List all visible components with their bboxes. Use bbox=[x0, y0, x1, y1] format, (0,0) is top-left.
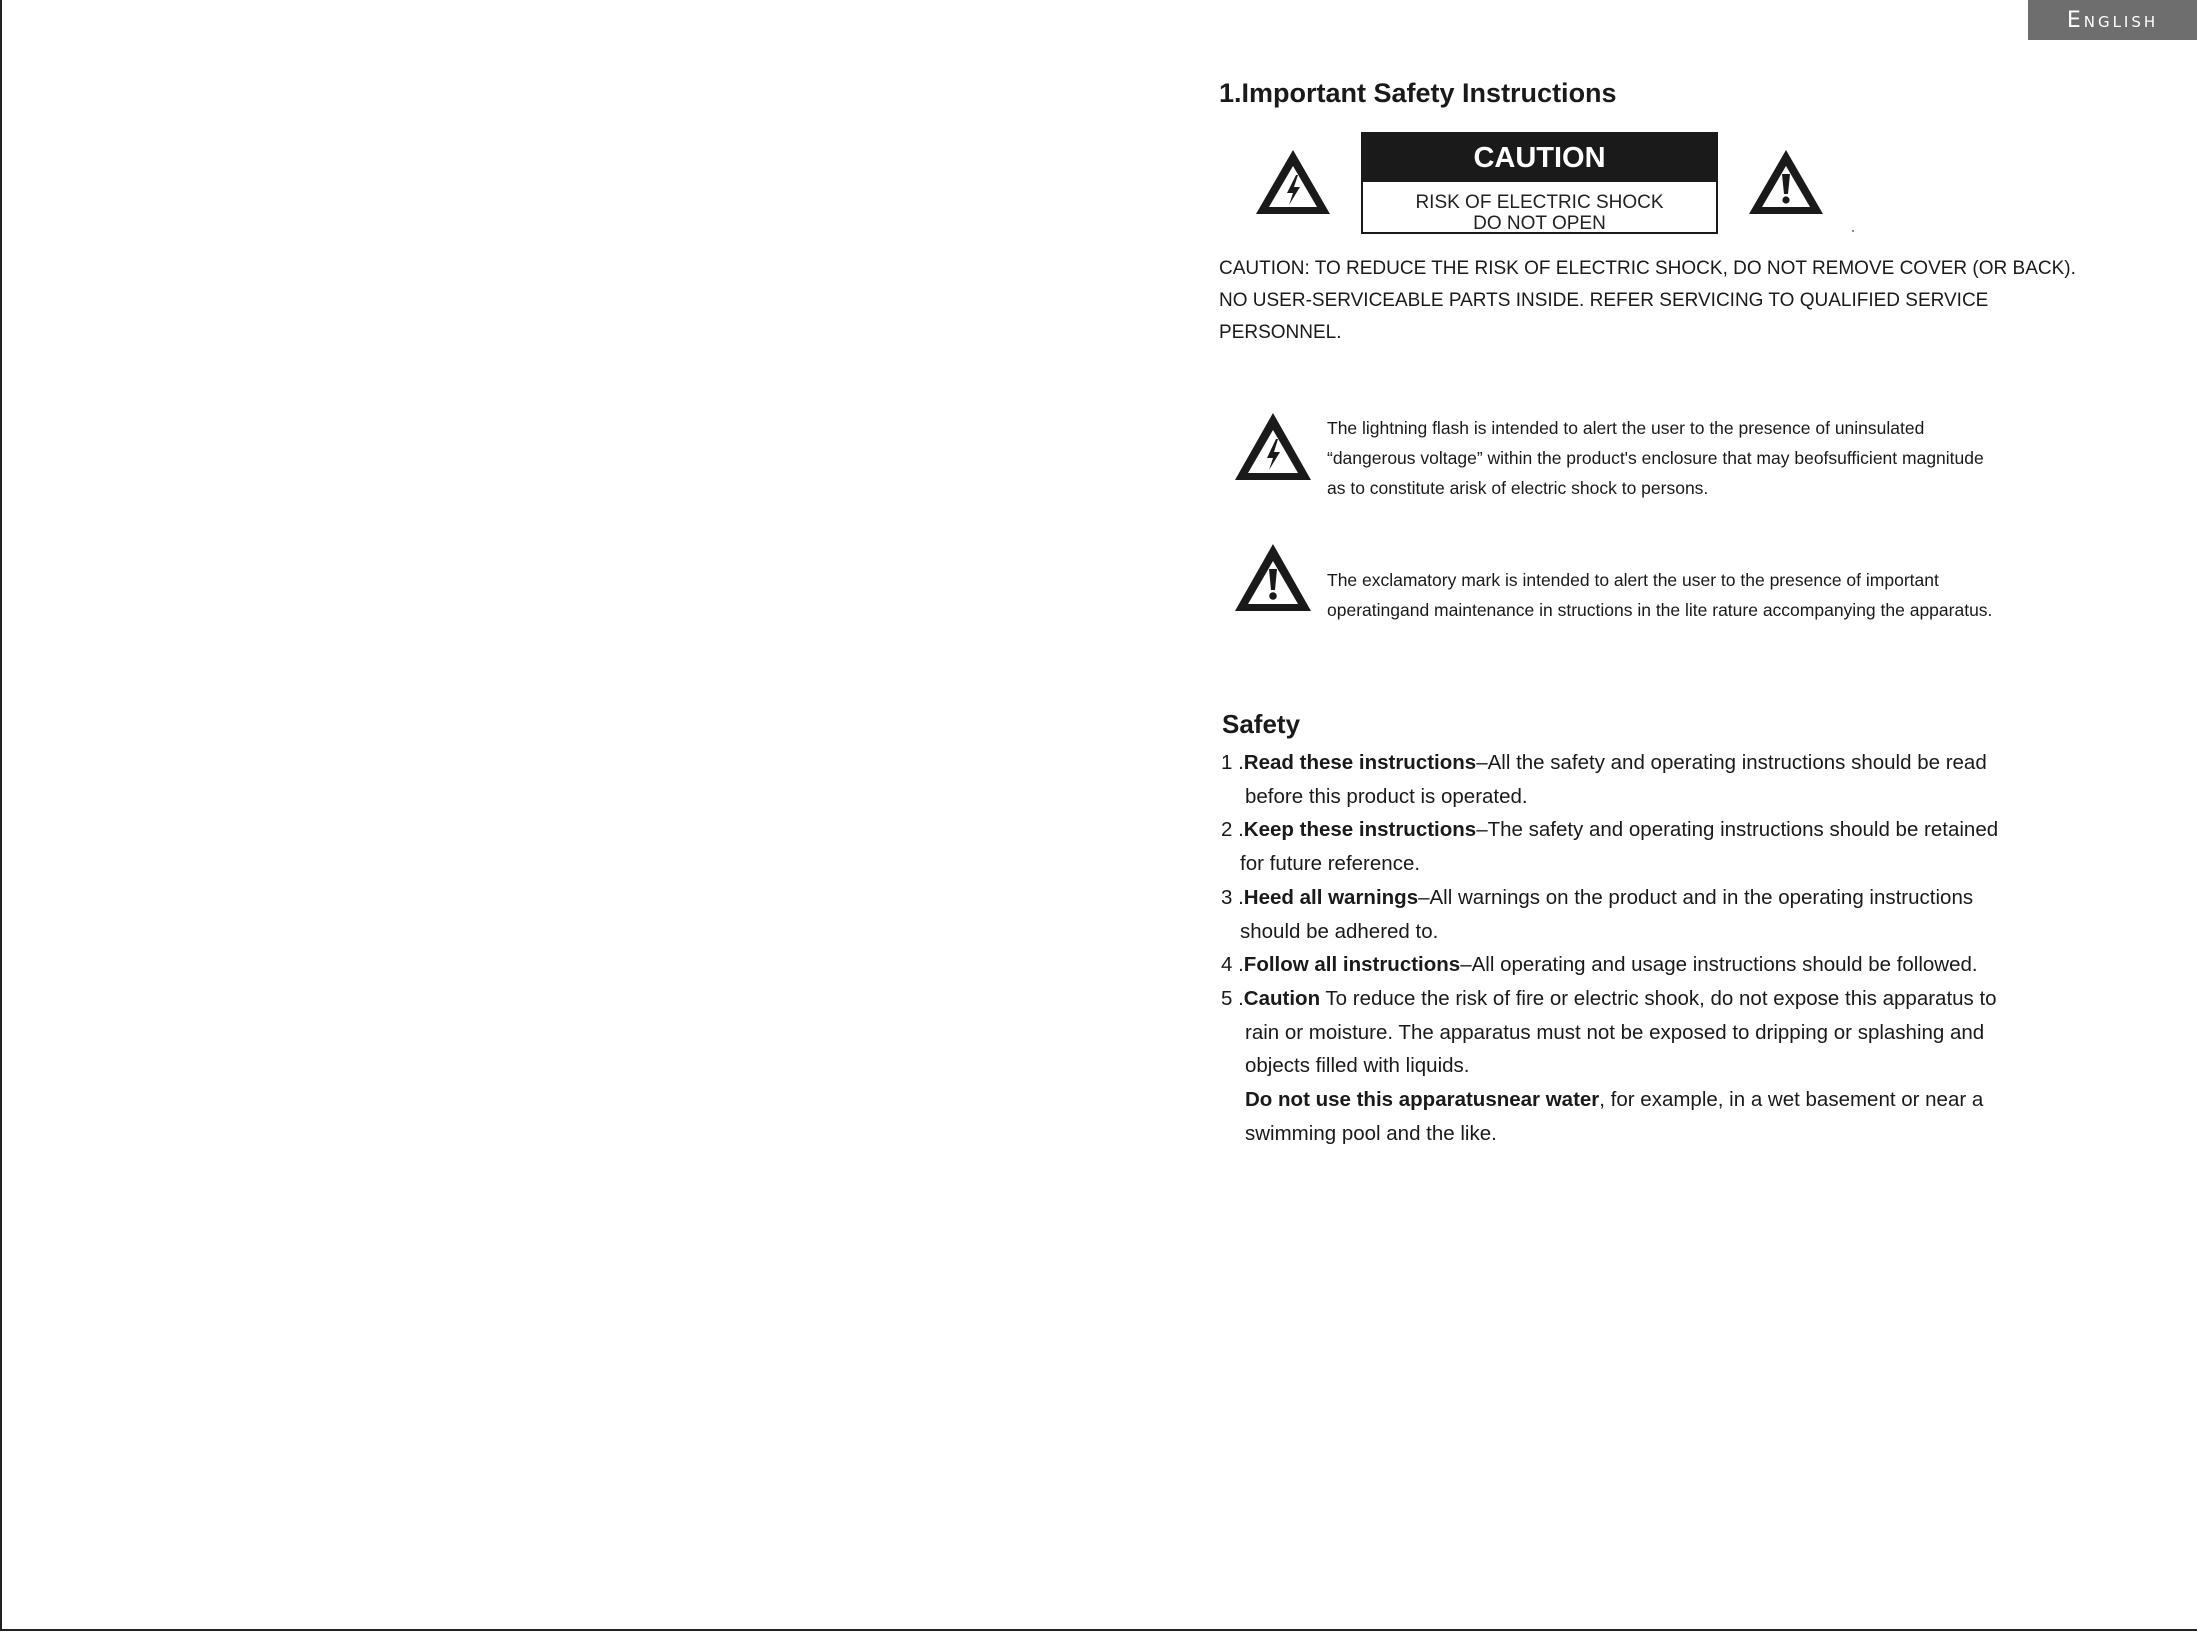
language-tab: English bbox=[2028, 0, 2197, 40]
exclamation-warning-icon bbox=[1746, 147, 1826, 217]
lightning-symbol-icon bbox=[1232, 410, 1314, 483]
item-title: Heed all warnings bbox=[1243, 885, 1419, 909]
safety-heading: Safety bbox=[1222, 709, 1301, 739]
caution-label-line: DO NOT OPEN bbox=[1473, 213, 1606, 234]
item-text: –All operating and usage instructions should be followed. bbox=[1460, 953, 1978, 977]
item-title: Caution bbox=[1243, 986, 1321, 1010]
item-text: –All the safety and operating instructions should be read bbox=[1476, 751, 1987, 774]
exclamation-description-line: The exclamatory mark is intended to alert the user to the presence of important bbox=[1327, 570, 1939, 590]
item-text: before this product is operated. bbox=[1245, 784, 1528, 808]
caution-statement-line: PERSONNEL. bbox=[1219, 322, 1342, 343]
caution-label-line: RISK OF ELECTRIC SHOCK bbox=[1415, 192, 1664, 213]
caution-heading: CAUTION bbox=[1363, 134, 1716, 182]
item-number: 3 . bbox=[1221, 885, 1244, 909]
item-text: should be adhered to. bbox=[1240, 919, 1439, 943]
lightning-description-line: “dangerous voltage” within the product's enclosure that may beofsufficient magnitude bbox=[1327, 448, 1984, 468]
item-text: –All warnings on the product and in the operating instructions bbox=[1418, 885, 1974, 909]
exclamation-description-line: operatingand maintenance in structions in the lite rature accompanying the apparatus. bbox=[1327, 600, 1993, 620]
caution-label bbox=[1361, 132, 1718, 234]
caution-label-body bbox=[1363, 182, 1716, 234]
safety-list bbox=[1221, 746, 2121, 1150]
safety-item bbox=[1221, 881, 2121, 948]
lightning-warning-icon bbox=[1253, 147, 1333, 217]
item-title: Read these instructions bbox=[1243, 751, 1477, 774]
section-title: 1.Important Safety Instructions bbox=[1219, 78, 1617, 108]
item-text: To reduce the risk of fire or electric shook, do not expose this apparatus to bbox=[1320, 986, 1997, 1010]
item-text: rain or moisture. The apparatus must not be exposed to dripping or splashing and bbox=[1245, 1020, 1985, 1044]
safety-item bbox=[1221, 813, 2121, 880]
lightning-description-line: as to constitute arisk of electric shock to persons. bbox=[1327, 478, 1709, 498]
lightning-symbol-description bbox=[1327, 413, 2067, 503]
caution-statement-line: CAUTION: TO REDUCE THE RISK OF ELECTRIC SHOCK, DO NOT REMOVE COVER (OR BACK). bbox=[1219, 258, 2076, 279]
safety-item bbox=[1221, 948, 2121, 982]
item-text: swimming pool and the like. bbox=[1245, 1121, 1497, 1145]
safety-item bbox=[1221, 982, 2121, 1151]
item-number: 5 . bbox=[1221, 986, 1244, 1010]
item-number: 1 . bbox=[1221, 751, 1244, 774]
lightning-description-line: The lightning flash is intended to alert the user to the presence of uninsulated bbox=[1327, 418, 1925, 438]
scan-speck bbox=[1852, 230, 1854, 232]
item-text: , for example, in a wet basement or near a bbox=[1599, 1088, 1984, 1112]
item-title: Keep these instructions bbox=[1243, 818, 1477, 842]
safety-item bbox=[1221, 746, 2121, 813]
item-number: 4 . bbox=[1221, 953, 1244, 977]
item-text: –The safety and operating instructions should be retained bbox=[1476, 818, 1999, 842]
item-title: Do not use this apparatusnear water bbox=[1245, 1088, 1600, 1112]
exclamation-symbol-icon bbox=[1232, 541, 1314, 614]
exclamation-symbol-description bbox=[1327, 565, 2067, 625]
item-text: for future reference. bbox=[1240, 852, 1421, 876]
caution-statement bbox=[1219, 253, 2099, 349]
item-number: 2 . bbox=[1221, 818, 1244, 842]
item-text: objects filled with liquids. bbox=[1245, 1054, 1470, 1078]
item-title: Follow all instructions bbox=[1243, 953, 1461, 977]
caution-statement-line: NO USER-SERVICEABLE PARTS INSIDE. REFER SERVICING TO QUALIFIED SERVICE bbox=[1219, 290, 1989, 311]
